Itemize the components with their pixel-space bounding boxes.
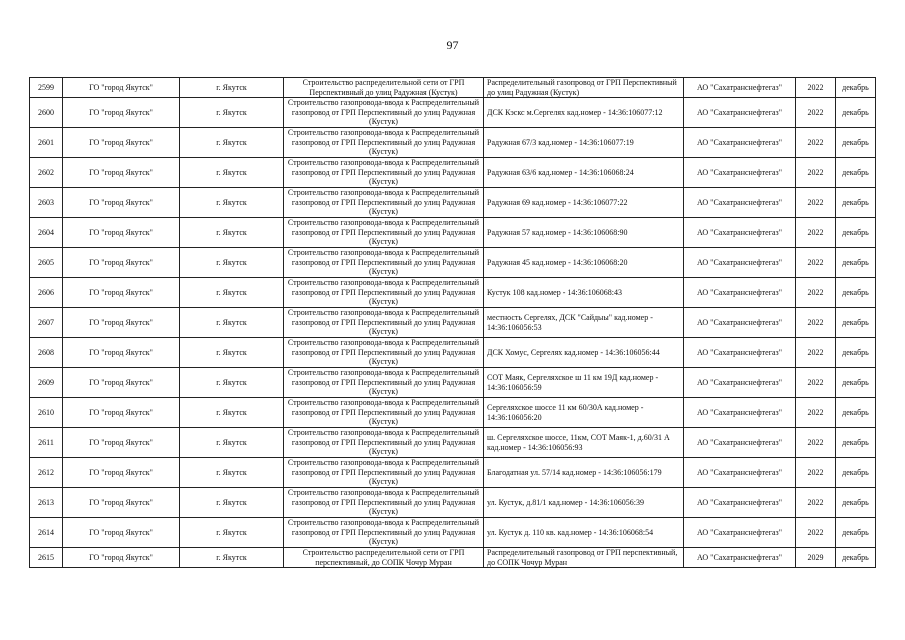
address-cell: местность Сергелях, ДСК "Сайдыы" кад.номер - 14:36:106056:53 bbox=[484, 308, 684, 338]
object-cell: Строительство газопровода-ввода к Распределительный газопровод от ГРП Перспективный до улиц Радужная (Кустук) bbox=[284, 158, 484, 188]
municipality-cell: ГО "город Якутск" bbox=[63, 188, 180, 218]
row-number-cell: 2610 bbox=[30, 398, 63, 428]
municipality-cell: ГО "город Якутск" bbox=[63, 78, 180, 98]
gas-pipeline-table bbox=[29, 77, 876, 568]
year-cell: 2022 bbox=[796, 128, 836, 158]
municipality-cell: ГО "город Якутск" bbox=[63, 308, 180, 338]
row-number-cell: 2613 bbox=[30, 488, 63, 518]
year-cell: 2022 bbox=[796, 518, 836, 548]
year-cell: 2022 bbox=[796, 218, 836, 248]
address-cell: Сергеляхское шоссе 11 км 60/30А кад.номер - 14:36:106056:20 bbox=[484, 398, 684, 428]
table-row bbox=[30, 278, 876, 308]
address-cell: Распределительный газопровод от ГРП Перспективный до улиц Радужная (Кустук) bbox=[484, 78, 684, 98]
month-cell: декабрь bbox=[836, 78, 876, 98]
municipality-cell: ГО "город Якутск" bbox=[63, 488, 180, 518]
table-row bbox=[30, 368, 876, 398]
settlement-cell: г. Якутск bbox=[180, 78, 284, 98]
year-cell: 2022 bbox=[796, 338, 836, 368]
settlement-cell: г. Якутск bbox=[180, 158, 284, 188]
row-number-cell: 2611 bbox=[30, 428, 63, 458]
settlement-cell: г. Якутск bbox=[180, 368, 284, 398]
operator-cell: АО "Сахатранснефтегаз" bbox=[684, 218, 796, 248]
municipality-cell: ГО "город Якутск" bbox=[63, 458, 180, 488]
address-cell: СОТ Маяк, Сергеляхское ш 11 км 19Д кад.номер - 14:36:106056:59 bbox=[484, 368, 684, 398]
table-row bbox=[30, 128, 876, 158]
table-row bbox=[30, 428, 876, 458]
operator-cell: АО "Сахатранснефтегаз" bbox=[684, 128, 796, 158]
municipality-cell: ГО "город Якутск" bbox=[63, 218, 180, 248]
table-row bbox=[30, 548, 876, 568]
table-row bbox=[30, 98, 876, 128]
month-cell: декабрь bbox=[836, 308, 876, 338]
settlement-cell: г. Якутск bbox=[180, 398, 284, 428]
object-cell: Строительство распределительной сети от ГРП перспективный, до СОПК Чочур Муран bbox=[284, 548, 484, 568]
operator-cell: АО "Сахатранснефтегаз" bbox=[684, 188, 796, 218]
year-cell: 2022 bbox=[796, 458, 836, 488]
year-cell: 2022 bbox=[796, 308, 836, 338]
month-cell: декабрь bbox=[836, 158, 876, 188]
table-row bbox=[30, 158, 876, 188]
row-number-cell: 2607 bbox=[30, 308, 63, 338]
operator-cell: АО "Сахатранснефтегаз" bbox=[684, 458, 796, 488]
object-cell: Строительство газопровода-ввода к Распределительный газопровод от ГРП Перспективный до улиц Радужная (Кустук) bbox=[284, 518, 484, 548]
page-number: 97 bbox=[446, 38, 459, 52]
table-row bbox=[30, 518, 876, 548]
month-cell: декабрь bbox=[836, 488, 876, 518]
address-cell: Кустук 108 кад.номер - 14:36:106068:43 bbox=[484, 278, 684, 308]
table-row bbox=[30, 308, 876, 338]
address-cell: Радужная 45 кад.номер - 14:36:106068:20 bbox=[484, 248, 684, 278]
year-cell: 2022 bbox=[796, 78, 836, 98]
address-cell: Благодатная ул. 57/14 кад.номер - 14:36:106056:179 bbox=[484, 458, 684, 488]
address-cell: Радужная 69 кад.номер - 14:36:106077:22 bbox=[484, 188, 684, 218]
address-cell: Радужная 67/3 кад.номер - 14:36:106077:19 bbox=[484, 128, 684, 158]
row-number-cell: 2609 bbox=[30, 368, 63, 398]
operator-cell: АО "Сахатранснефтегаз" bbox=[684, 428, 796, 458]
year-cell: 2029 bbox=[796, 548, 836, 568]
municipality-cell: ГО "город Якутск" bbox=[63, 398, 180, 428]
row-number-cell: 2603 bbox=[30, 188, 63, 218]
municipality-cell: ГО "город Якутск" bbox=[63, 248, 180, 278]
month-cell: декабрь bbox=[836, 278, 876, 308]
settlement-cell: г. Якутск bbox=[180, 278, 284, 308]
table-row bbox=[30, 248, 876, 278]
settlement-cell: г. Якутск bbox=[180, 188, 284, 218]
row-number-cell: 2601 bbox=[30, 128, 63, 158]
table-body bbox=[30, 78, 876, 568]
operator-cell: АО "Сахатранснефтегаз" bbox=[684, 78, 796, 98]
object-cell: Строительство газопровода-ввода к Распределительный газопровод от ГРП Перспективный до улиц Радужная (Кустук) bbox=[284, 278, 484, 308]
operator-cell: АО "Сахатранснефтегаз" bbox=[684, 248, 796, 278]
year-cell: 2022 bbox=[796, 368, 836, 398]
object-cell: Строительство газопровода-ввода к Распределительный газопровод от ГРП Перспективный до улиц Радужная (Кустук) bbox=[284, 98, 484, 128]
municipality-cell: ГО "город Якутск" bbox=[63, 98, 180, 128]
address-cell: Распределительный газопровод от ГРП перспективный, до СОПК Чочур Муран bbox=[484, 548, 684, 568]
settlement-cell: г. Якутск bbox=[180, 308, 284, 338]
year-cell: 2022 bbox=[796, 188, 836, 218]
year-cell: 2022 bbox=[796, 98, 836, 128]
address-cell: Радужная 63/6 кад.номер - 14:36:106068:24 bbox=[484, 158, 684, 188]
settlement-cell: г. Якутск bbox=[180, 218, 284, 248]
table-row bbox=[30, 488, 876, 518]
year-cell: 2022 bbox=[796, 488, 836, 518]
object-cell: Строительство газопровода-ввода к Распределительный газопровод от ГРП Перспективный до улиц Радужная (Кустук) bbox=[284, 368, 484, 398]
row-number-cell: 2600 bbox=[30, 98, 63, 128]
year-cell: 2022 bbox=[796, 398, 836, 428]
settlement-cell: г. Якутск bbox=[180, 98, 284, 128]
row-number-cell: 2605 bbox=[30, 248, 63, 278]
month-cell: декабрь bbox=[836, 398, 876, 428]
row-number-cell: 2602 bbox=[30, 158, 63, 188]
object-cell: Строительство газопровода-ввода к Распределительный газопровод от ГРП Перспективный до улиц Радужная (Кустук) bbox=[284, 338, 484, 368]
object-cell: Строительство газопровода-ввода к Распределительный газопровод от ГРП Перспективный до улиц Радужная (Кустук) bbox=[284, 308, 484, 338]
row-number-cell: 2599 bbox=[30, 78, 63, 98]
table-row bbox=[30, 188, 876, 218]
municipality-cell: ГО "город Якутск" bbox=[63, 158, 180, 188]
row-number-cell: 2615 bbox=[30, 548, 63, 568]
table-row bbox=[30, 458, 876, 488]
municipality-cell: ГО "город Якутск" bbox=[63, 128, 180, 158]
operator-cell: АО "Сахатранснефтегаз" bbox=[684, 158, 796, 188]
operator-cell: АО "Сахатранснефтегаз" bbox=[684, 518, 796, 548]
object-cell: Строительство газопровода-ввода к Распределительный газопровод от ГРП Перспективный до улиц Радужная (Кустук) bbox=[284, 248, 484, 278]
settlement-cell: г. Якутск bbox=[180, 128, 284, 158]
operator-cell: АО "Сахатранснефтегаз" bbox=[684, 308, 796, 338]
municipality-cell: ГО "город Якутск" bbox=[63, 368, 180, 398]
month-cell: декабрь bbox=[836, 428, 876, 458]
month-cell: декабрь bbox=[836, 218, 876, 248]
address-cell: ул. Кустук, д.81/1 кад.номер - 14:36:106056:39 bbox=[484, 488, 684, 518]
municipality-cell: ГО "город Якутск" bbox=[63, 278, 180, 308]
year-cell: 2022 bbox=[796, 428, 836, 458]
row-number-cell: 2606 bbox=[30, 278, 63, 308]
municipality-cell: ГО "город Якутск" bbox=[63, 518, 180, 548]
month-cell: декабрь bbox=[836, 338, 876, 368]
month-cell: декабрь bbox=[836, 188, 876, 218]
object-cell: Строительство газопровода-ввода к Распределительный газопровод от ГРП Перспективный до улиц Радужная (Кустук) bbox=[284, 128, 484, 158]
municipality-cell: ГО "город Якутск" bbox=[63, 428, 180, 458]
operator-cell: АО "Сахатранснефтегаз" bbox=[684, 338, 796, 368]
month-cell: декабрь bbox=[836, 548, 876, 568]
operator-cell: АО "Сахатранснефтегаз" bbox=[684, 398, 796, 428]
month-cell: декабрь bbox=[836, 458, 876, 488]
object-cell: Строительство газопровода-ввода к Распределительный газопровод от ГРП Перспективный до улиц Радужная (Кустук) bbox=[284, 488, 484, 518]
operator-cell: АО "Сахатранснефтегаз" bbox=[684, 98, 796, 128]
municipality-cell: ГО "город Якутск" bbox=[63, 338, 180, 368]
year-cell: 2022 bbox=[796, 248, 836, 278]
operator-cell: АО "Сахатранснефтегаз" bbox=[684, 488, 796, 518]
object-cell: Строительство газопровода-ввода к Распределительный газопровод от ГРП Перспективный до улиц Радужная (Кустук) bbox=[284, 218, 484, 248]
table-row bbox=[30, 218, 876, 248]
settlement-cell: г. Якутск bbox=[180, 488, 284, 518]
settlement-cell: г. Якутск bbox=[180, 338, 284, 368]
address-cell: ДСК Хомус, Сергелях кад.номер - 14:36:106056:44 bbox=[484, 338, 684, 368]
year-cell: 2022 bbox=[796, 278, 836, 308]
row-number-cell: 2612 bbox=[30, 458, 63, 488]
object-cell: Строительство распределительной сети от ГРП Перспективный до улиц Радужная (Кустук) bbox=[284, 78, 484, 98]
operator-cell: АО "Сахатранснефтегаз" bbox=[684, 548, 796, 568]
settlement-cell: г. Якутск bbox=[180, 518, 284, 548]
object-cell: Строительство газопровода-ввода к Распределительный газопровод от ГРП Перспективный до улиц Радужная (Кустук) bbox=[284, 428, 484, 458]
address-cell: ш. Сергеляхское шоссе, 11км, СОТ Маяк-1, д.60/31 А кад.номер - 14:36:106056:93 bbox=[484, 428, 684, 458]
operator-cell: АО "Сахатранснефтегаз" bbox=[684, 368, 796, 398]
month-cell: декабрь bbox=[836, 128, 876, 158]
row-number-cell: 2608 bbox=[30, 338, 63, 368]
month-cell: декабрь bbox=[836, 248, 876, 278]
table-row bbox=[30, 338, 876, 368]
object-cell: Строительство газопровода-ввода к Распределительный газопровод от ГРП Перспективный до улиц Радужная (Кустук) bbox=[284, 188, 484, 218]
year-cell: 2022 bbox=[796, 158, 836, 188]
municipality-cell: ГО "город Якутск" bbox=[63, 548, 180, 568]
row-number-cell: 2604 bbox=[30, 218, 63, 248]
address-cell: Радужная 57 кад.номер - 14:36:106068:90 bbox=[484, 218, 684, 248]
month-cell: декабрь bbox=[836, 368, 876, 398]
month-cell: декабрь bbox=[836, 98, 876, 128]
table-row bbox=[30, 78, 876, 98]
settlement-cell: г. Якутск bbox=[180, 428, 284, 458]
settlement-cell: г. Якутск bbox=[180, 458, 284, 488]
address-cell: ул. Кустук д. 110 кв. кад.номер - 14:36:106068:54 bbox=[484, 518, 684, 548]
object-cell: Строительство газопровода-ввода к Распределительный газопровод от ГРП Перспективный до улиц Радужная (Кустук) bbox=[284, 398, 484, 428]
settlement-cell: г. Якутск bbox=[180, 248, 284, 278]
operator-cell: АО "Сахатранснефтегаз" bbox=[684, 278, 796, 308]
table-row bbox=[30, 398, 876, 428]
month-cell: декабрь bbox=[836, 518, 876, 548]
settlement-cell: г. Якутск bbox=[180, 548, 284, 568]
row-number-cell: 2614 bbox=[30, 518, 63, 548]
address-cell: ДСК Кэскс м.Сергелях кад.номер - 14:36:106077:12 bbox=[484, 98, 684, 128]
object-cell: Строительство газопровода-ввода к Распределительный газопровод от ГРП Перспективный до улиц Радужная (Кустук) bbox=[284, 458, 484, 488]
